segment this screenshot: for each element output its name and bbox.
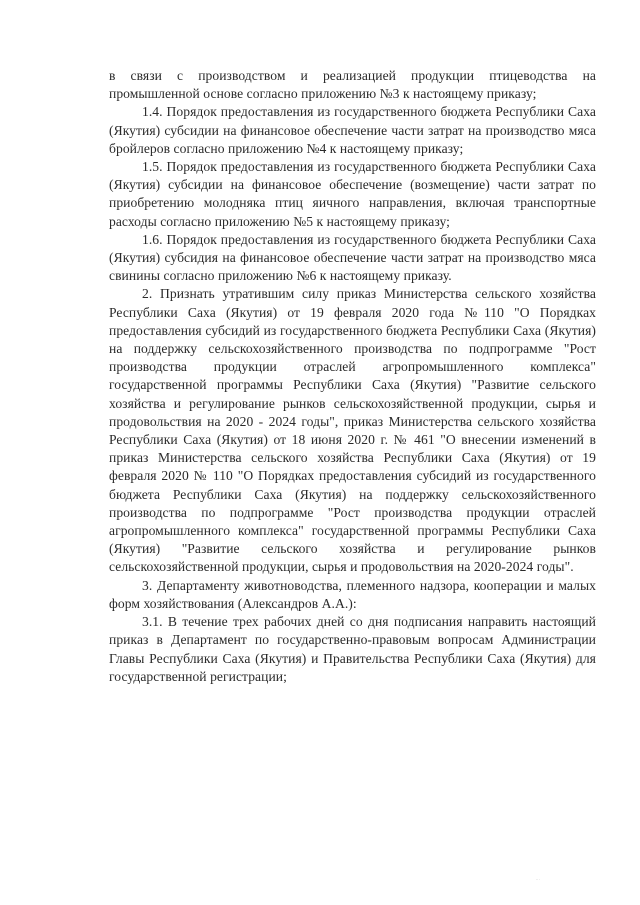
paragraph-2: 2. Признать утратившим силу приказ Министерства сельского хозяйства Республики Саха (Якутия) от 19 февраля 2020 года №110 "О Порядках предоставления субсидий из государственного бюджета Республики Саха (Якутия) на поддержку сельскохозяйственного производства по подпрограмме "Рост производства продукции отраслей агропромышленного комплекса" государственной программы Республики Саха (Якутия) "Развитие сельского хозяйства и регулирование рынков сельскохозяйственной продукции, сырья и продовольствия на 2020 - 2024 годы", приказ Министерства сельского хозяйства Республики Саха (Якутия) от 18 июня 2020 г. № 461 "О внесении изменений в приказ Министерства сельского хозяйства Республики Саха (Якутия) от 19 февраля 2020 № 110 "О Порядках предоставления субсидий из государственного бюджета Республики Саха (Якутия) на поддержку сельскохозяйственного производства по подпрограмме "Рост производства продукции отраслей агропромышленного комплекса" государственной программы Республики Саха (Якутия) "Развитие сельского хозяйства и регулирование рынков сельскохозяйственной продукции, сырья и продовольствия на 2020-2024 годы". [109, 286, 596, 575]
paragraph-3: 3. Департаменту животноводства, племенного надзора, кооперации и малых форм хозяйствования (Александров А.А.): [109, 577, 596, 611]
document-body [109, 67, 596, 686]
paragraph-1-5: 1.5. Порядок предоставления из государственного бюджета Республики Саха (Якутия) субсидии на финансовое обеспечение (возмещение) части затрат по приобретению молодняка птиц яичного направления, включая транспортные расходы согласно приложению №5 к настоящему приказу; [109, 159, 596, 229]
paragraph-3-1: 3.1. В течение трех рабочих дней со дня подписания направить настоящий приказ в Департамент по государственно-правовым вопросам Администрации Главы Республики Саха (Якутия) и Правительства Республики Саха (Якутия) для государственной регистрации; [109, 614, 596, 684]
paragraph-1-4: 1.4. Порядок предоставления из государственного бюджета Республики Саха (Якутия) субсидии на финансовое обеспечение части затрат на производство мяса бройлеров согласно приложению №4 к настоящему приказу; [109, 104, 596, 156]
footer-mark: ... [536, 876, 540, 881]
paragraph-continuation: в связи с производством и реализацией продукции птицеводства на промышленной основе согласно приложению №3 к настоящему приказу; [109, 68, 596, 102]
paragraph-1-6: 1.6. Порядок предоставления из государственного бюджета Республики Саха (Якутия) субсидия на финансовое обеспечение части затрат на производство мяса свинины согласно приложению №6 к настоящему приказу. [109, 231, 596, 284]
